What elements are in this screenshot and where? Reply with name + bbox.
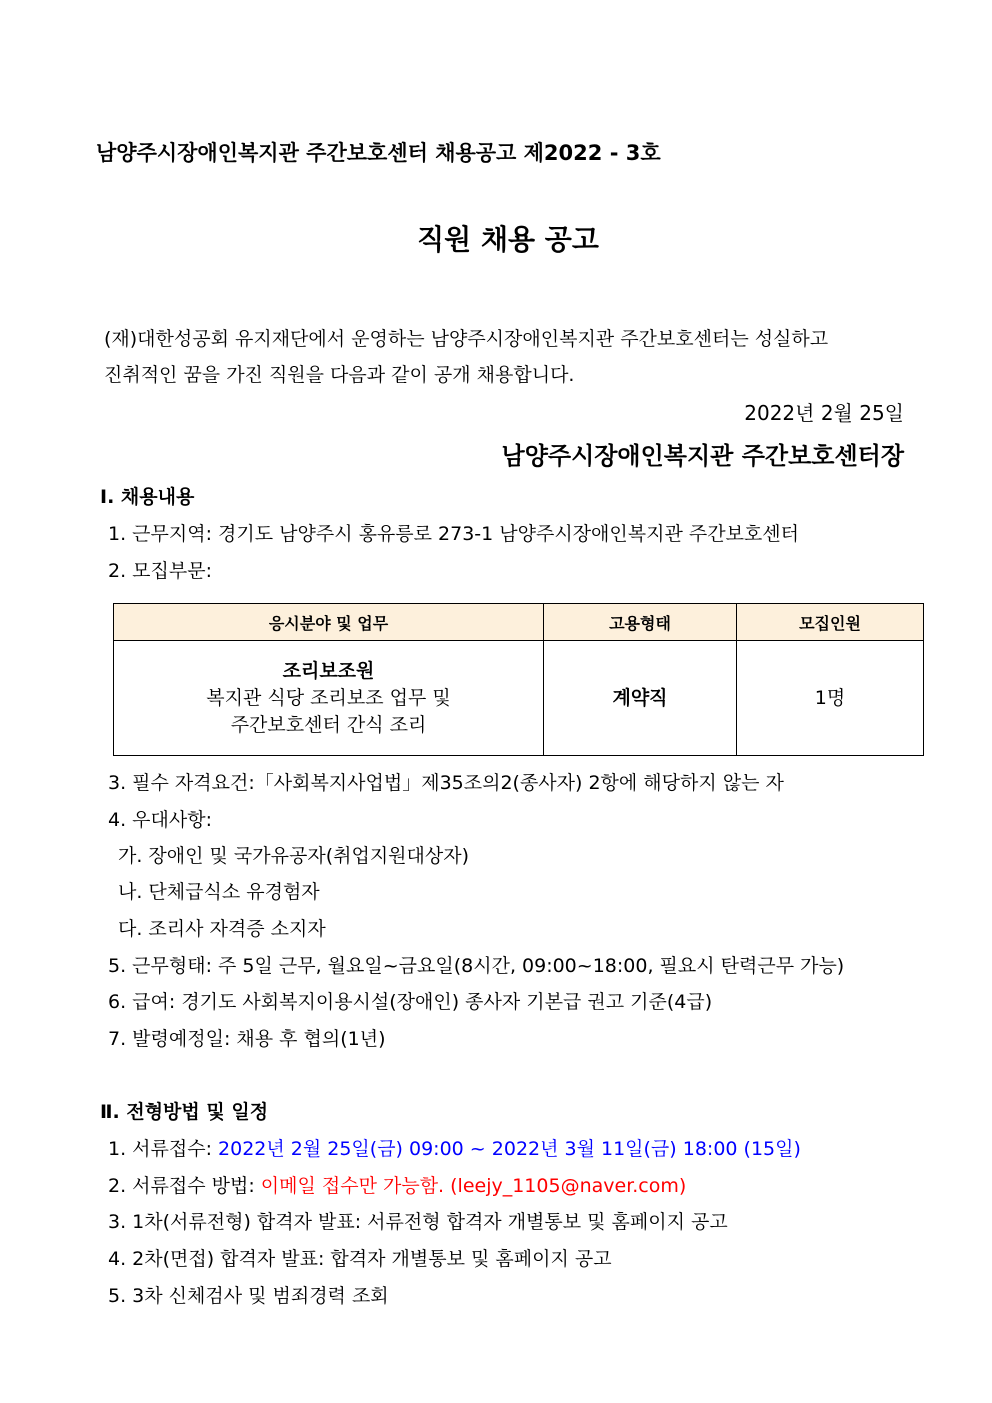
page-title: 직원 채용 공고 <box>417 223 599 256</box>
notice-date: 2022년 2월 25일 <box>744 401 904 425</box>
item1-label: 1. 서류접수: <box>108 1138 219 1160</box>
section2-item5: 5. 3차 신체검사 및 범죄경력 조회 <box>108 1285 389 1307</box>
section1-item3: 3. 필수 자격요건:「사회복지사업법」제35조의2(종사자) 2항에 해당하지 않는 자 <box>108 772 784 794</box>
section2-item1 <box>108 1136 801 1162</box>
role-duty-1: 복지관 식당 조리보조 업무 및 <box>206 686 451 709</box>
application-period: 2022년 2월 25일(금) 09:00 ~ 2022년 3월 11일(금) 18:00 (15일) <box>218 1138 801 1160</box>
intro-line-1: (재)대한성공회 유지재단에서 운영하는 남양주시장애인복지관 주간보호센터는 성실하고 <box>104 328 829 350</box>
section1-item7: 7. 발령예정일: 채용 후 협의(1년) <box>108 1028 386 1050</box>
preference-1: 가. 장애인 및 국가유공자(취업지원대상자) <box>118 845 470 867</box>
role-name: 조리보조원 <box>282 659 375 682</box>
table-row <box>114 641 924 756</box>
header-type: 고용형태 <box>544 604 737 641</box>
section1-item1: 1. 근무지역: 경기도 남양주시 홍유릉로 273-1 남양주시장애인복지관 주간보호센터 <box>108 523 799 545</box>
section2-item4: 4. 2차(면접) 합격자 발표: 합격자 개별통보 및 홈페이지 공고 <box>108 1248 612 1270</box>
item2-label: 2. 서류접수 방법: <box>108 1175 261 1197</box>
application-method: 이메일 접수만 가능함. (leejy_1105@naver.com) <box>260 1175 687 1197</box>
notice-header: 남양주시장애인복지관 주간보호센터 채용공고 제2022 - 3호 <box>96 141 661 165</box>
table-header-row <box>114 604 924 641</box>
preference-3: 다. 조리사 자격증 소지자 <box>118 918 326 940</box>
section1-item6: 6. 급여: 경기도 사회복지이용시설(장애인) 종사자 기본급 권고 기준(4급) <box>108 991 713 1013</box>
role-duty-2: 주간보호센터 간식 조리 <box>230 713 427 736</box>
role-cell <box>114 641 544 756</box>
header-field: 응시분야 및 업무 <box>114 604 544 641</box>
signer: 남양주시장애인복지관 주간보호센터장 <box>501 442 904 470</box>
section2-item3: 3. 1차(서류전형) 합격자 발표: 서류전형 합격자 개별통보 및 홈페이지 공고 <box>108 1211 728 1233</box>
section1-title: Ⅰ. 채용내용 <box>100 486 195 508</box>
section1-item4: 4. 우대사항: <box>108 809 212 831</box>
employment-type: 계약직 <box>544 641 737 756</box>
section1-item2: 2. 모집부문: <box>108 560 212 582</box>
recruitment-table <box>113 603 924 756</box>
section2-item2 <box>108 1173 686 1199</box>
header-count: 모집인원 <box>737 604 924 641</box>
section1-item5: 5. 근무형태: 주 5일 근무, 월요일~금요일(8시간, 09:00~18:00, 필요시 탄력근무 가능) <box>108 955 845 977</box>
preference-2: 나. 단체급식소 유경험자 <box>118 881 320 903</box>
intro-line-2: 진취적인 꿈을 가진 직원을 다음과 같이 공개 채용합니다. <box>104 364 575 386</box>
section2-title: Ⅱ. 전형방법 및 일정 <box>100 1101 269 1123</box>
headcount: 1명 <box>737 641 924 756</box>
